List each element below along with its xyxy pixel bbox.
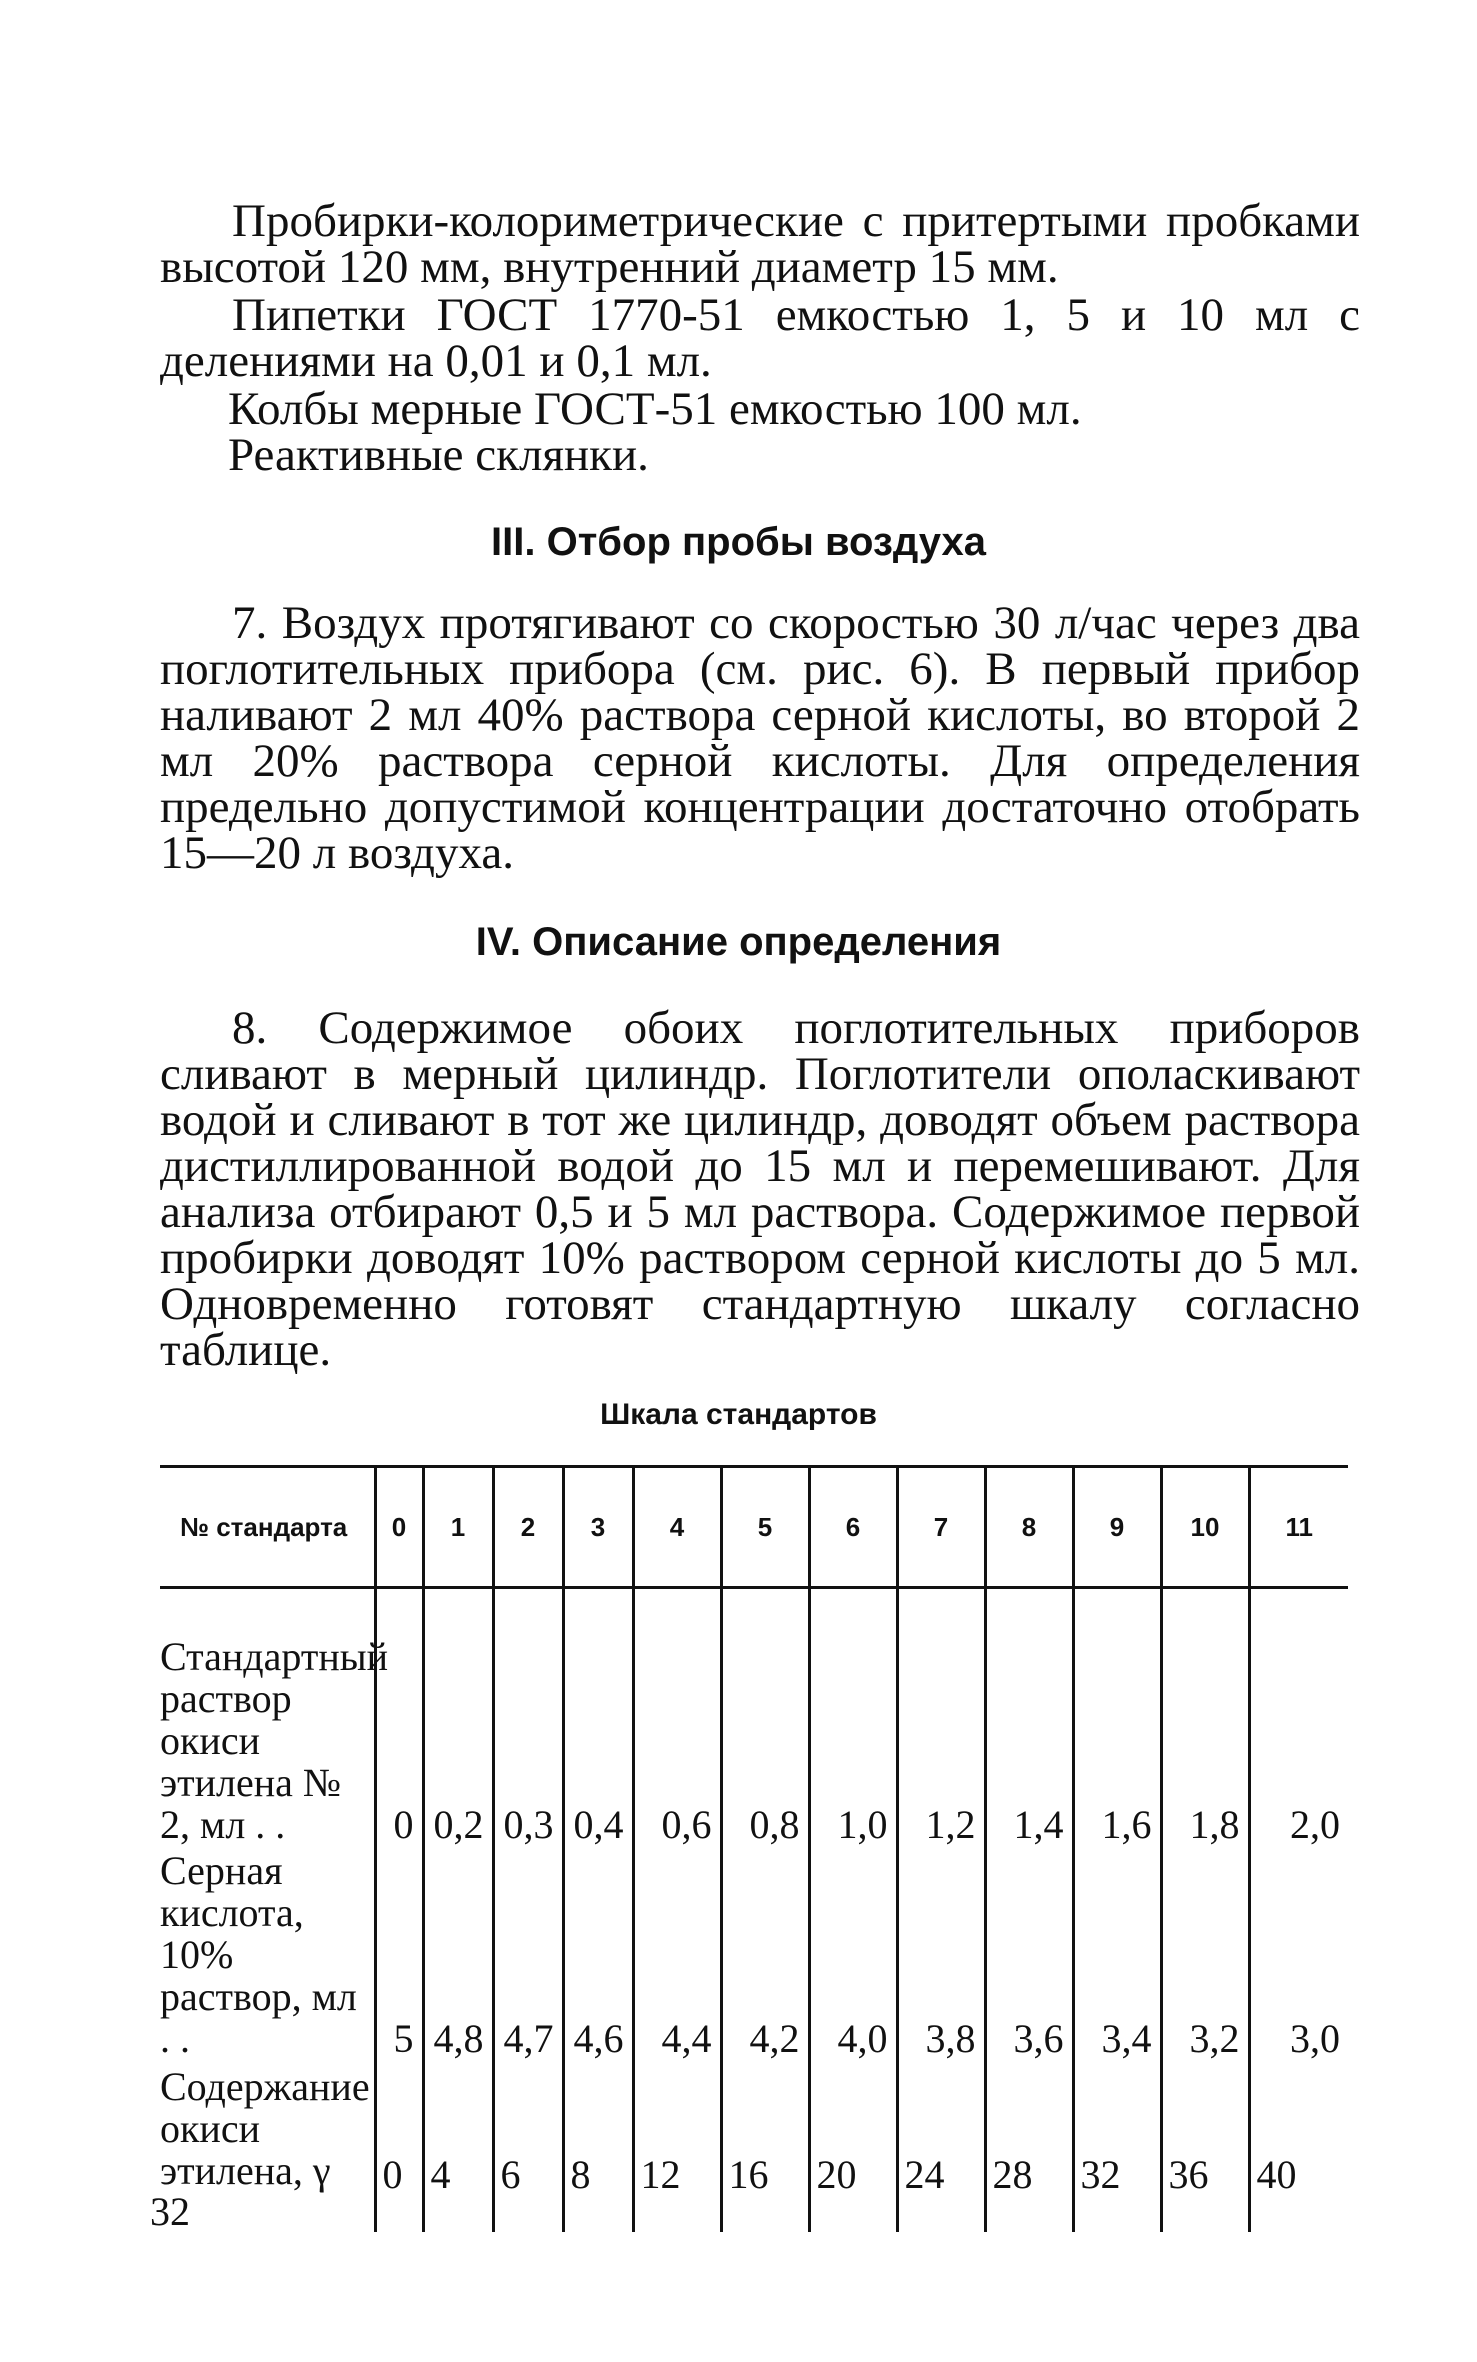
header-col: 2 (493, 1467, 563, 1588)
table-cell: 28 (985, 2064, 1073, 2232)
table-row (160, 1850, 1348, 2064)
row-label-ethylene-oxide-content: Содержание окиси этилена, γ (160, 2063, 370, 2193)
table-cell: 24 (897, 2064, 985, 2232)
paragraph-reagent-bottles: Реактивные склянки. (228, 429, 649, 481)
header-col: 11 (1249, 1467, 1348, 1588)
table-cell: 0,6 (633, 1588, 721, 1850)
table-cell: 32 (1073, 2064, 1161, 2232)
paragraph-test-tubes: Пробирки-колориметрические с притертыми пробками высотой 120 мм, внутренний диаметр 15 мм. (160, 195, 1360, 293)
table-cell: 2,0 (1249, 1588, 1348, 1850)
header-col: 0 (375, 1467, 423, 1588)
table-cell: 3,2 (1161, 1850, 1249, 2064)
table-cell: 36 (1161, 2064, 1249, 2232)
header-col: 7 (897, 1467, 985, 1588)
table-cell: 4,0 (809, 1850, 897, 2064)
table-cell: 1,0 (809, 1588, 897, 1850)
row-label-standard-solution: Стандартный раствор окиси этилена № 2, мл . . (160, 1633, 389, 1847)
table-cell: 12 (633, 2064, 721, 2232)
table-cell: 4,4 (633, 1850, 721, 2064)
table-row (160, 2064, 1348, 2232)
table-cell: 4,6 (563, 1850, 633, 2064)
table-header-row (160, 1467, 1348, 1588)
table-cell: 4,2 (721, 1850, 809, 2064)
table-cell: 1,4 (985, 1588, 1073, 1850)
table-cell: 40 (1249, 2064, 1348, 2232)
page-number: 32 (150, 2189, 190, 2234)
table-cell: 5 (375, 1850, 423, 2064)
standards-table (160, 1465, 1348, 2232)
paragraph-pipettes: Пипетки ГОСТ 1770-51 емкостью 1, 5 и 10 мл с делениями на 0,01 и 0,1 мл. (160, 289, 1360, 387)
table-cell: 4,8 (423, 1850, 493, 2064)
section-heading-air-sampling: III. Отбор пробы воздуха (491, 520, 986, 564)
header-col: 6 (809, 1467, 897, 1588)
table-cell: 20 (809, 2064, 897, 2232)
table-cell: 0,2 (423, 1588, 493, 1850)
table-cell: 1,2 (897, 1588, 985, 1850)
table-cell: 8 (563, 2064, 633, 2232)
table-cell: 4 (423, 2064, 493, 2232)
header-col: 4 (633, 1467, 721, 1588)
table-title: Шкала стандартов (600, 1398, 877, 1431)
table-cell: 1,6 (1073, 1588, 1161, 1850)
header-col: 9 (1073, 1467, 1161, 1588)
header-standard-number: № стандарта (160, 1467, 375, 1588)
table-cell: 1,8 (1161, 1588, 1249, 1850)
section-heading-determination: IV. Описание определения (475, 920, 1002, 964)
header-col: 8 (985, 1467, 1073, 1588)
table-cell: 3,4 (1073, 1850, 1161, 2064)
paragraph-determination: 8. Содержимое обоих поглотительных приборов сливают в мерный цилиндр. Поглотители ополаскивают водой и сливают в тот же цилиндр, доводят объем раствора дистиллированной водой до 15 мл и перемешивают. Для анализа отбирают 0,5 и 5 мл раствора. Содержимое первой пробирки доводят 10% раствором серной кислоты до 5 мл. Одновременно готовят стандартную шкалу согласно таблице. (160, 1002, 1360, 1376)
table-cell: 0,4 (563, 1588, 633, 1850)
paragraph-flasks: Колбы мерные ГОСТ-51 емкостью 100 мл. (228, 383, 1082, 435)
table-cell: 0 (375, 2064, 423, 2232)
header-col: 3 (563, 1467, 633, 1588)
table-cell: 4,7 (493, 1850, 563, 2064)
header-col: 10 (1161, 1467, 1249, 1588)
table-cell: 16 (721, 2064, 809, 2232)
table-cell: 0,8 (721, 1588, 809, 1850)
table-cell: 0,3 (493, 1588, 563, 1850)
table-cell: 0 (375, 1588, 423, 1850)
header-col: 5 (721, 1467, 809, 1588)
table-cell: 3,8 (897, 1850, 985, 2064)
table-cell: 3,6 (985, 1850, 1073, 2064)
table-cell: 6 (493, 2064, 563, 2232)
table-row (160, 1588, 1348, 1850)
paragraph-air-sampling: 7. Воздух протягивают со скоростью 30 л/час через два поглотительных прибора (см. рис. 6). В первый прибор наливают 2 мл 40% раствора серной кислоты, во второй 2 мл 20% раствора серной кислоты. Для определения предельно допустимой концентрации достаточно отобрать 15—20 л воздуха. (160, 597, 1360, 879)
row-label-sulfuric-acid: Серная кислота, 10% раствор, мл . . (160, 1847, 357, 2061)
header-col: 1 (423, 1467, 493, 1588)
table-cell: 3,0 (1249, 1850, 1348, 2064)
